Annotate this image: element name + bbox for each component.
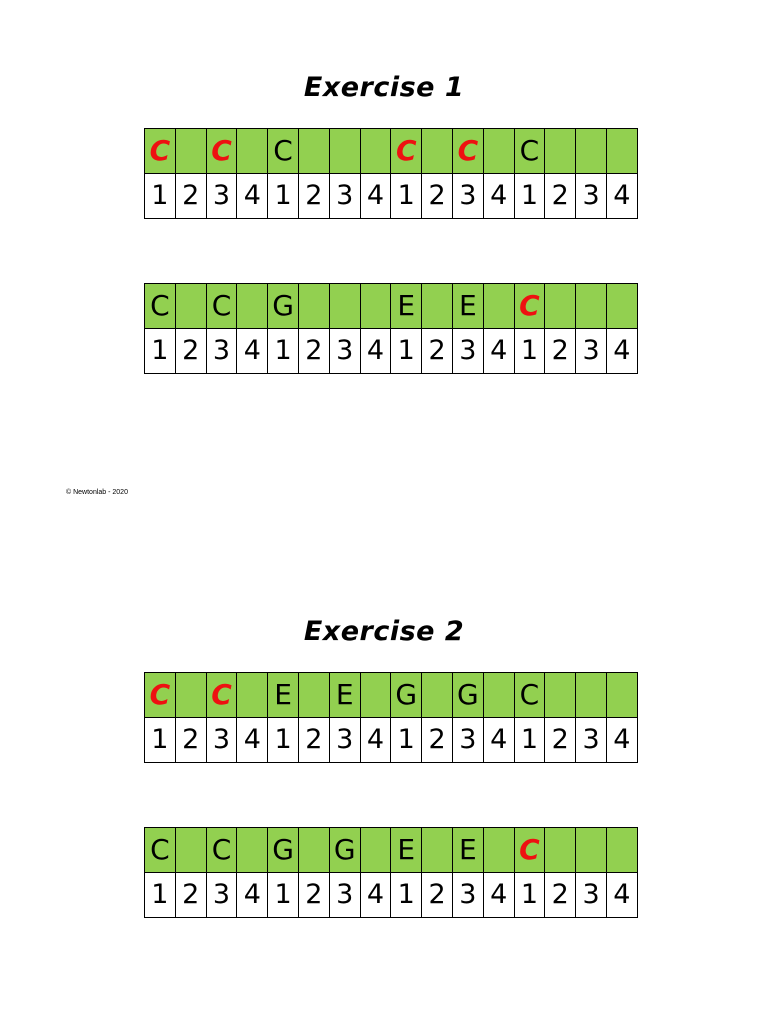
beat-cell: 1	[268, 329, 299, 374]
beat-cell: 3	[329, 718, 360, 763]
beat-cell: 1	[391, 718, 422, 763]
note-cell: C	[145, 673, 176, 718]
note-cell: C	[452, 129, 483, 174]
beat-cell: 3	[576, 718, 607, 763]
note-cell: C	[514, 828, 545, 873]
beat-cell: 1	[145, 174, 176, 219]
note-cell: E	[391, 828, 422, 873]
exercise-2-grid-2	[144, 827, 638, 918]
beat-cell: 1	[268, 873, 299, 918]
note-cell	[237, 673, 268, 718]
beat-cell: 4	[606, 329, 637, 374]
note-cell	[298, 828, 329, 873]
beat-cell: 2	[545, 718, 576, 763]
beat-cell: 3	[329, 873, 360, 918]
beat-cell: 4	[237, 174, 268, 219]
beat-cell: 4	[360, 718, 391, 763]
beat-cell: 4	[237, 718, 268, 763]
copyright-text: © Newtonlab - 2020	[66, 489, 128, 496]
beat-cell: 4	[606, 174, 637, 219]
beat-cell: 4	[483, 329, 514, 374]
note-cell: E	[329, 673, 360, 718]
note-cell	[360, 828, 391, 873]
note-cell	[576, 673, 607, 718]
beat-cell: 1	[268, 174, 299, 219]
beat-cell: 3	[452, 174, 483, 219]
beat-cell: 4	[237, 873, 268, 918]
note-cell: C	[145, 129, 176, 174]
beat-cell: 3	[452, 873, 483, 918]
beat-cell: 2	[175, 174, 206, 219]
note-cell: E	[452, 284, 483, 329]
note-cell: G	[391, 673, 422, 718]
note-cell	[175, 673, 206, 718]
beat-cell: 2	[422, 718, 453, 763]
beat-cell: 2	[422, 174, 453, 219]
beat-cell: 2	[422, 329, 453, 374]
note-cell	[298, 284, 329, 329]
note-cell	[576, 284, 607, 329]
beat-cell: 3	[206, 329, 237, 374]
note-cell	[545, 129, 576, 174]
exercise-2-grid-1	[144, 672, 638, 763]
note-cell: G	[452, 673, 483, 718]
beat-cell: 1	[514, 174, 545, 219]
beat-cell: 2	[545, 174, 576, 219]
note-cell: C	[206, 828, 237, 873]
beat-cell: 1	[514, 873, 545, 918]
beat-cell: 2	[298, 329, 329, 374]
beat-cell: 3	[452, 718, 483, 763]
beat-cell: 4	[606, 873, 637, 918]
note-cell	[298, 673, 329, 718]
note-cell: C	[145, 284, 176, 329]
note-cell: C	[268, 129, 299, 174]
beat-cell: 4	[237, 329, 268, 374]
beat-cell: 1	[514, 718, 545, 763]
note-cell: C	[514, 129, 545, 174]
note-cell	[422, 828, 453, 873]
note-cell	[360, 284, 391, 329]
note-cell	[237, 129, 268, 174]
note-cell	[298, 129, 329, 174]
note-cell	[237, 828, 268, 873]
note-cell: G	[268, 828, 299, 873]
note-cell	[175, 828, 206, 873]
note-cell	[545, 673, 576, 718]
note-cell	[483, 828, 514, 873]
beat-cell: 2	[298, 174, 329, 219]
beat-cell: 2	[545, 329, 576, 374]
beat-cell: 4	[360, 174, 391, 219]
beat-cell: 4	[483, 873, 514, 918]
note-cell	[483, 284, 514, 329]
notes-row	[145, 129, 638, 174]
note-cell	[329, 129, 360, 174]
beat-cell: 3	[576, 174, 607, 219]
beat-cell: 3	[206, 873, 237, 918]
note-cell: G	[329, 828, 360, 873]
beat-cell: 2	[422, 873, 453, 918]
beat-cell: 2	[175, 873, 206, 918]
note-cell	[606, 828, 637, 873]
note-cell: C	[206, 129, 237, 174]
beat-cell: 2	[175, 329, 206, 374]
note-cell	[237, 284, 268, 329]
beat-cell: 1	[391, 873, 422, 918]
notes-row	[145, 828, 638, 873]
note-cell	[606, 673, 637, 718]
beat-cell: 2	[545, 873, 576, 918]
note-cell: C	[391, 129, 422, 174]
note-cell	[175, 284, 206, 329]
note-cell	[576, 828, 607, 873]
exercise-1-grid-1	[144, 128, 638, 219]
beat-cell: 3	[576, 873, 607, 918]
beat-cell: 3	[452, 329, 483, 374]
note-cell: C	[206, 284, 237, 329]
beat-cell: 1	[514, 329, 545, 374]
beat-cell: 4	[483, 718, 514, 763]
beat-cell: 4	[360, 329, 391, 374]
beat-cell: 1	[145, 329, 176, 374]
notes-row	[145, 673, 638, 718]
note-cell: E	[391, 284, 422, 329]
beat-cell: 1	[391, 329, 422, 374]
note-cell	[606, 129, 637, 174]
note-cell	[545, 828, 576, 873]
beat-cell: 4	[360, 873, 391, 918]
beat-cell: 3	[206, 174, 237, 219]
note-cell	[422, 284, 453, 329]
note-cell	[360, 673, 391, 718]
beat-cell: 1	[391, 174, 422, 219]
exercise-1-title: Exercise 1	[303, 72, 465, 103]
beat-cell: 4	[606, 718, 637, 763]
note-cell	[360, 129, 391, 174]
note-cell	[545, 284, 576, 329]
exercise-1-grid-2	[144, 283, 638, 374]
beat-cell: 1	[145, 873, 176, 918]
beat-cell: 3	[206, 718, 237, 763]
beat-cell: 3	[329, 174, 360, 219]
note-cell	[483, 129, 514, 174]
note-cell	[329, 284, 360, 329]
note-cell: E	[268, 673, 299, 718]
beat-cell: 2	[175, 718, 206, 763]
note-cell	[422, 129, 453, 174]
note-cell	[422, 673, 453, 718]
beats-row	[145, 718, 638, 763]
beat-cell: 2	[298, 718, 329, 763]
note-cell	[576, 129, 607, 174]
beat-cell: 2	[298, 873, 329, 918]
note-cell	[175, 129, 206, 174]
beat-cell: 1	[268, 718, 299, 763]
beat-cell: 1	[145, 718, 176, 763]
notes-row	[145, 284, 638, 329]
beats-row	[145, 329, 638, 374]
note-cell: C	[206, 673, 237, 718]
note-cell: C	[514, 284, 545, 329]
note-cell	[483, 673, 514, 718]
beats-row	[145, 873, 638, 918]
note-cell: C	[145, 828, 176, 873]
note-cell: G	[268, 284, 299, 329]
beats-row	[145, 174, 638, 219]
note-cell: C	[514, 673, 545, 718]
exercise-2-title: Exercise 2	[303, 616, 465, 647]
beat-cell: 4	[483, 174, 514, 219]
beat-cell: 3	[329, 329, 360, 374]
note-cell	[606, 284, 637, 329]
beat-cell: 3	[576, 329, 607, 374]
note-cell: E	[452, 828, 483, 873]
